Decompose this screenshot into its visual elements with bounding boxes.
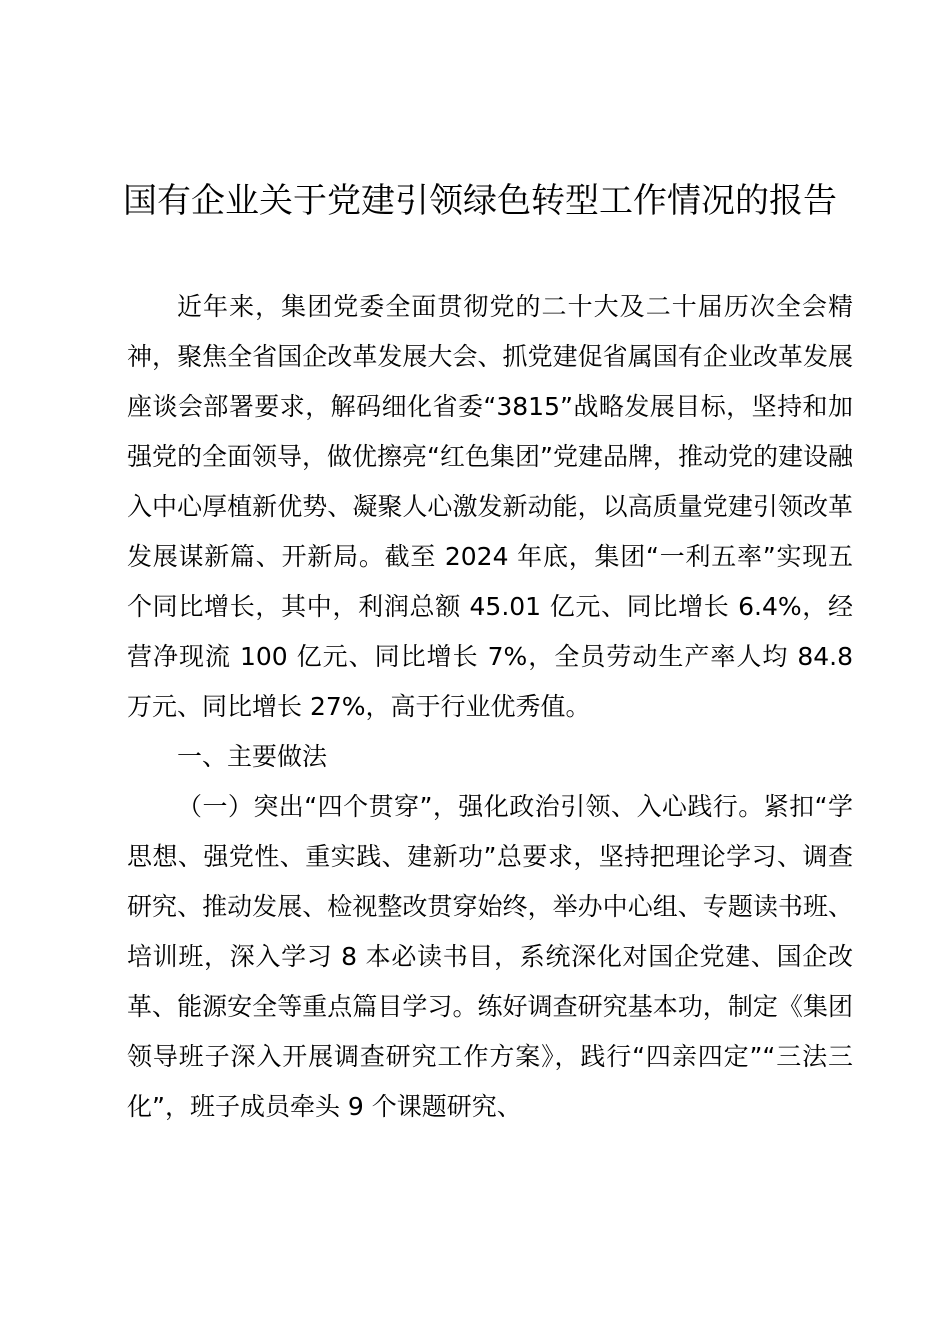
paragraph-intro: 近年来，集团党委全面贯彻党的二十大及二十届历次全会精神，聚焦全省国企改革发展大会、抓党建促省属国有企业改革发展座谈会部署要求，解码细化省委“3815”战略发展目标，坚持和加强党的全面领导，做优擦亮“红色集团”党建品牌，推动党的建设融入中心厚植新优势、凝聚人心激发新动能，以高质量党建引领改革发展谋新篇、开新局。截至 2024 年底，集团“一利五率”实现五个同比增长，其中，利润总额 45.01 亿元、同比增长 6.4%，经营净现流 100 亿元、同比增长 7%，全员劳动生产率人均 84.8 万元、同比增长 27%，高于行业优秀值。 [127, 292, 853, 721]
paragraph-four-throughlines: （一）突出“四个贯穿”，强化政治引领、入心践行。紧扣“学思想、强党性、重实践、建新功”总要求，坚持把理论学习、调查研究、推动发展、检视整改贯穿始终，举办中心组、专题读书班、培训班，深入学习 8 本必读书目，系统深化对国企党建、国企改革、能源安全等重点篇目学习。练好调查研究基本功，制定《集团领导班子深入开展调查研究工作方案》，践行“四亲四定”“三法三化”，班子成员牵头 9 个课题研究、 [127, 792, 853, 1121]
section-heading-main-practices: 一、主要做法 [177, 742, 328, 771]
document-title: 国有企业关于党建引领绿色转型工作情况的报告 [123, 181, 837, 221]
document-body [127, 282, 853, 1132]
